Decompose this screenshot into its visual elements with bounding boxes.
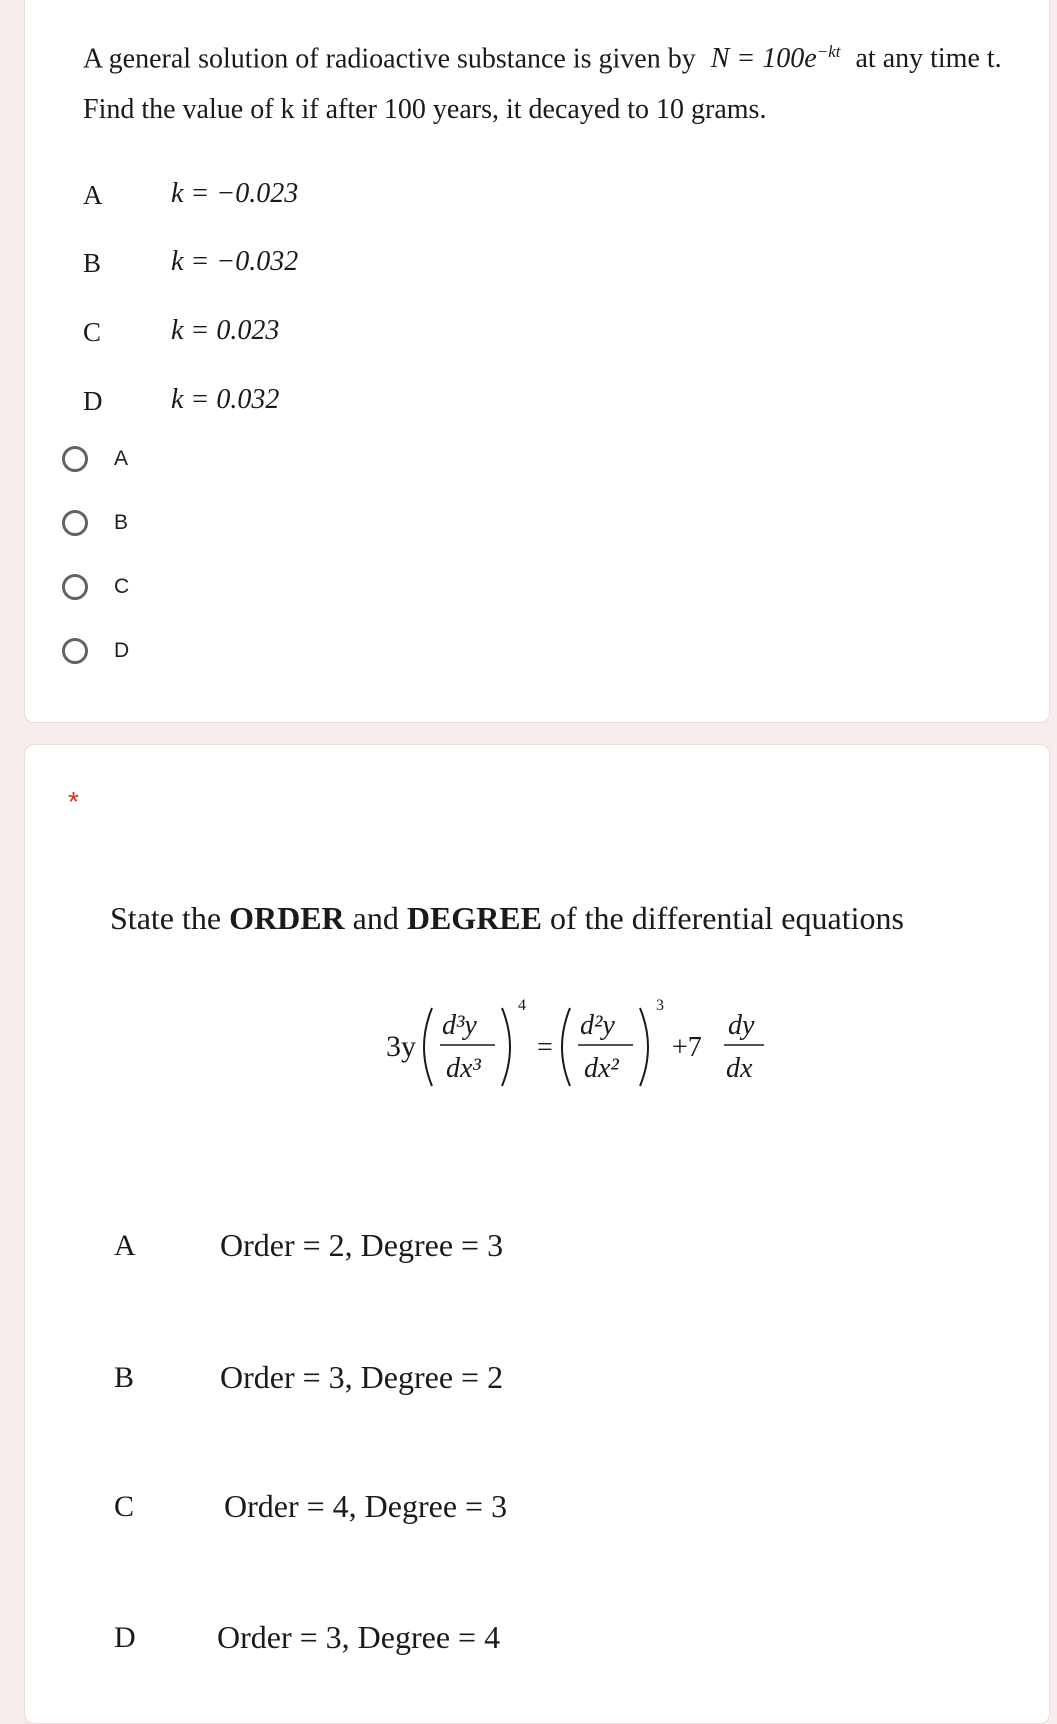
option-letter: B (114, 1361, 135, 1394)
eq-den-1: dx³ (446, 1053, 481, 1084)
option-letter: A (83, 180, 103, 210)
required-asterisk: * (68, 786, 79, 817)
stem-bold-degree: DEGREE (406, 900, 542, 936)
question-1-exponent: −kt (816, 42, 841, 61)
eq-num-2: d²y (580, 1010, 615, 1041)
option-letter: C (83, 317, 102, 347)
option-letter: D (114, 1621, 136, 1654)
eq-equals: = (537, 1032, 553, 1063)
option-value: k = 0.023 (171, 315, 280, 346)
option-letter: C (114, 1490, 135, 1523)
eq-power-1: 4 (518, 997, 526, 1014)
radio-label: A (114, 447, 129, 470)
radio-option-a[interactable] (62, 446, 128, 472)
question-1-line-1 (83, 42, 1002, 75)
radio-label: D (114, 639, 130, 662)
stem-text: State the (110, 900, 222, 936)
left-paren-icon (562, 1008, 570, 1086)
radio-option-d[interactable] (62, 638, 129, 664)
radio-label: B (114, 511, 129, 534)
option-value: Order = 4, Degree = 3 (224, 1488, 508, 1524)
radio-circle-icon[interactable] (62, 574, 88, 600)
radio-option-b[interactable] (62, 510, 128, 536)
left-paren-icon (424, 1008, 432, 1086)
eq-den-3: dx (726, 1053, 753, 1084)
radio-option-c[interactable] (62, 574, 129, 600)
option-value: Order = 3, Degree = 4 (217, 1619, 501, 1655)
right-paren-icon (640, 1008, 648, 1086)
question-card-2 (24, 744, 1050, 1724)
option-value: k = −0.032 (171, 246, 299, 277)
radio-label: C (114, 575, 130, 598)
option-letter: D (83, 386, 103, 416)
option-value: Order = 2, Degree = 3 (220, 1227, 504, 1263)
eq-plus-7: +7 (672, 1032, 702, 1063)
question-1-line-2: Find the value of k if after 100 years, it decayed to 10 grams. (83, 94, 767, 125)
eq-coef-3y: 3y (386, 1030, 416, 1063)
option-value: Order = 3, Degree = 2 (220, 1359, 504, 1395)
eq-num-1: d³y (442, 1010, 477, 1041)
stem-text: and (352, 900, 399, 936)
stem-text: of the differential equations (549, 900, 904, 936)
option-letter: A (114, 1229, 136, 1262)
question-1-text-after: at any time t. (855, 43, 1002, 75)
option-value: k = −0.023 (171, 178, 299, 209)
right-paren-icon (502, 1008, 510, 1086)
option-value: k = 0.032 (171, 384, 280, 415)
eq-power-2: 3 (656, 997, 664, 1014)
question-1-equation: N = 100e (710, 43, 817, 75)
option-letter: B (83, 248, 102, 278)
stem-bold-order: ORDER (229, 900, 345, 936)
question-1-text: A general solution of radioactive substance is given by (83, 43, 696, 75)
eq-den-2: dx² (584, 1053, 619, 1084)
question-2-stem (110, 900, 904, 937)
eq-num-3: dy (728, 1010, 755, 1041)
differential-equation (380, 990, 780, 1100)
radio-circle-icon[interactable] (62, 446, 88, 472)
radio-circle-icon[interactable] (62, 510, 88, 536)
radio-circle-icon[interactable] (62, 638, 88, 664)
